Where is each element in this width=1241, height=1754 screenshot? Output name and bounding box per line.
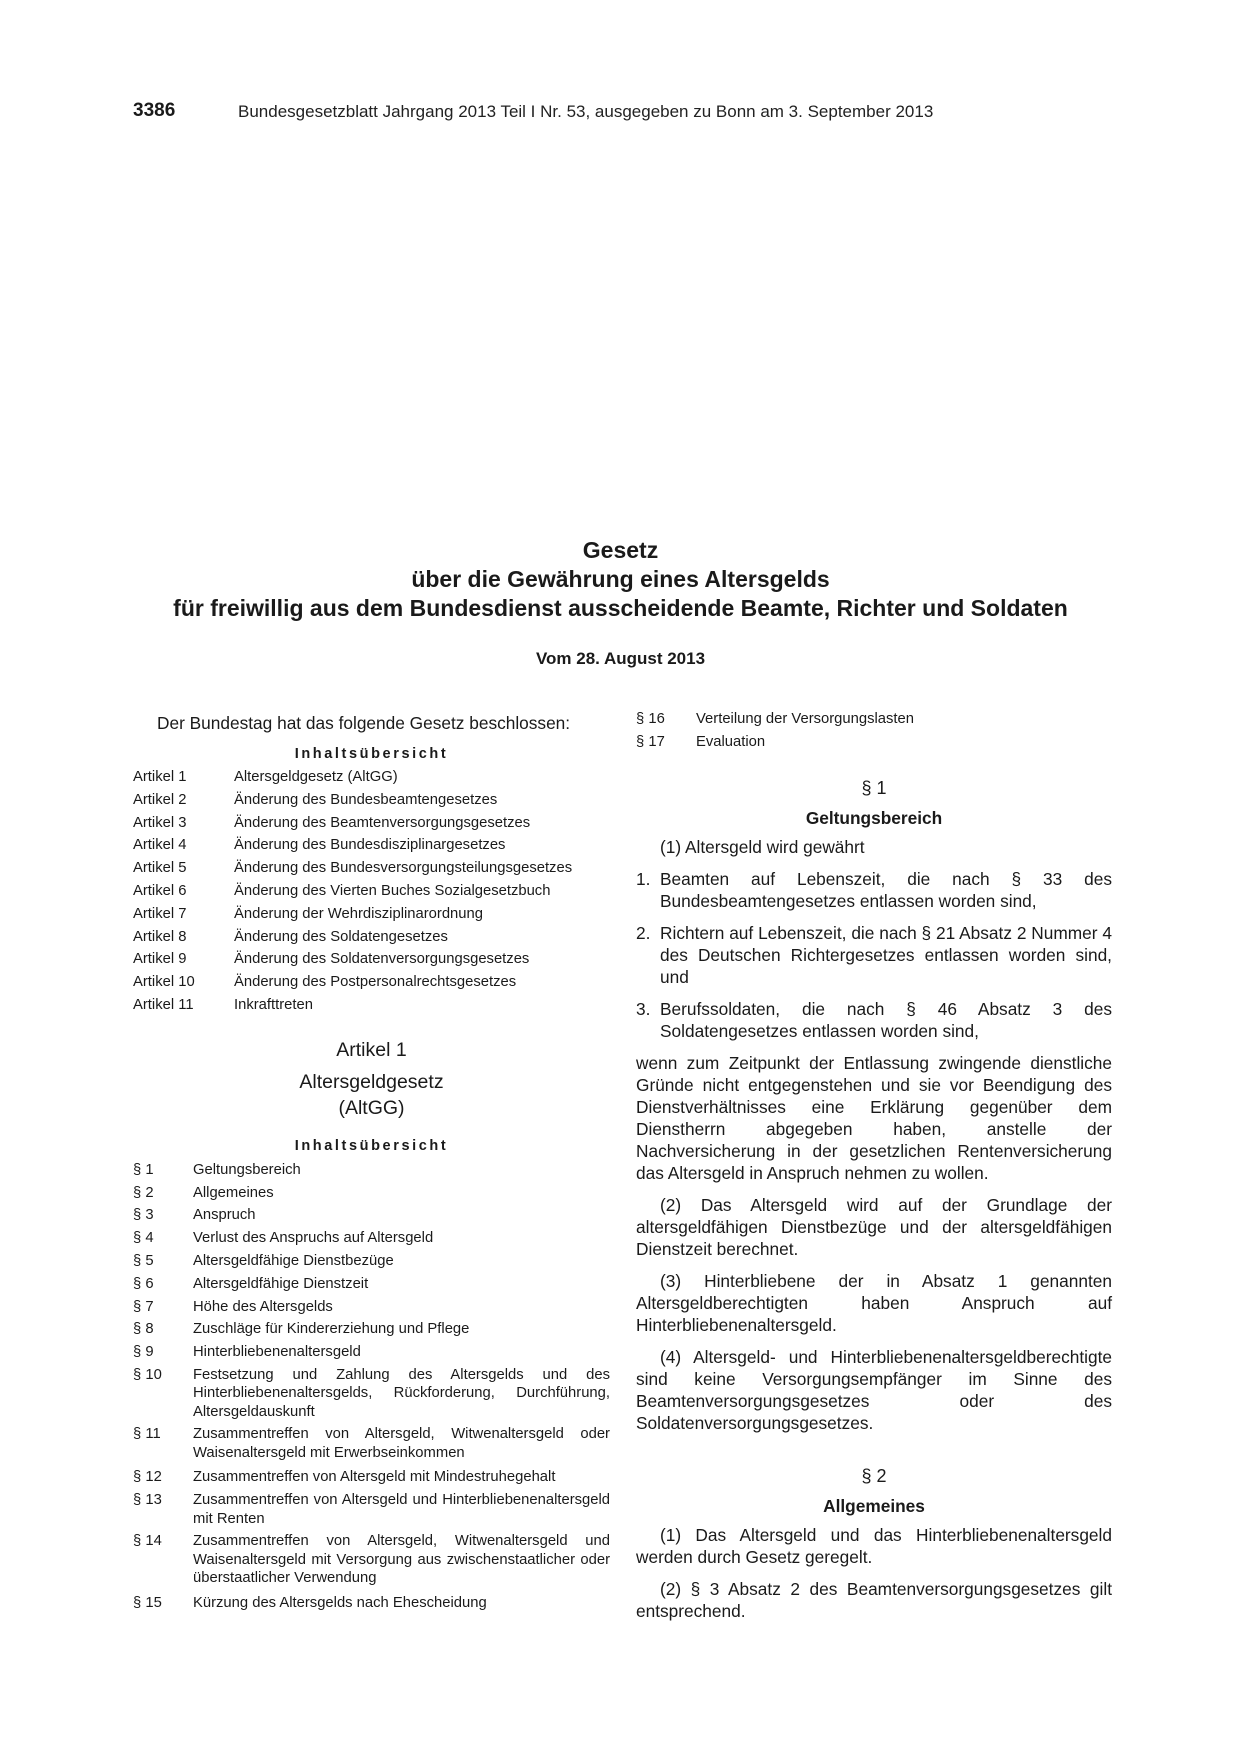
title-line-2: über die Gewährung eines Altersgelds bbox=[411, 566, 830, 592]
toc-num: § 16 bbox=[636, 711, 665, 727]
section-1 bbox=[636, 776, 1112, 1434]
paragraph: (3) Hinterbliebene der in Absatz 1 genannten Altersgeldberechtigten haben Anspruch auf Hinterbliebenenaltersgeld. bbox=[636, 1270, 1112, 1335]
toc-item bbox=[133, 1250, 610, 1273]
section-2 bbox=[636, 1464, 1112, 1622]
toc-item bbox=[133, 971, 610, 994]
toc-item bbox=[133, 1227, 610, 1250]
toc-text: Festsetzung und Zahlung des Altersgelds und des Hinterbliebenenaltersgelds, Rückforderung, Durchführung, Altersgeldauskunft bbox=[193, 1366, 610, 1420]
list-item bbox=[636, 922, 1112, 988]
toc-item bbox=[133, 994, 610, 1017]
toc-num: § 5 bbox=[133, 1252, 154, 1269]
left-column bbox=[133, 712, 610, 1615]
toc-text: Zuschläge für Kindererziehung und Pflege bbox=[193, 1321, 470, 1338]
toc-text: Altersgeldgesetz (AltGG) bbox=[234, 769, 398, 785]
toc-item bbox=[133, 857, 610, 880]
toc-num: § 11 bbox=[133, 1426, 161, 1443]
toc-text: Evaluation bbox=[696, 733, 766, 750]
paragraph: (1) Altersgeld wird gewährt bbox=[660, 836, 865, 857]
toc-num: § 3 bbox=[133, 1207, 154, 1224]
toc-num: Artikel 10 bbox=[133, 974, 195, 991]
law-title bbox=[0, 536, 1241, 669]
toc-num: Artikel 8 bbox=[133, 928, 187, 945]
toc-item bbox=[133, 1366, 610, 1422]
toc-num: Artikel 1 bbox=[133, 769, 187, 785]
toc-num: Artikel 9 bbox=[133, 951, 187, 968]
toc-text: Allgemeines bbox=[193, 1184, 274, 1201]
toc-item bbox=[133, 1318, 610, 1341]
toc-item bbox=[133, 789, 610, 812]
article-abbr: (AltGG) bbox=[338, 1096, 405, 1119]
title-line-3: für freiwillig aus dem Bundesdienst ausscheidende Beamte, Richter und Soldaten bbox=[173, 595, 1068, 621]
article-label: Artikel 1 bbox=[336, 1038, 407, 1061]
toc-heading: Inhaltsübersicht bbox=[294, 1137, 449, 1154]
toc-num: Artikel 11 bbox=[133, 996, 194, 1013]
title-line-1: Gesetz bbox=[582, 537, 659, 563]
toc-text: Zusammentreffen von Altersgeld, Witwenaltersgeld oder Waisenaltersgeld mit Erwerbseinkommen bbox=[193, 1426, 610, 1461]
toc-item bbox=[133, 1296, 610, 1319]
paragraph: (2) § 3 Absatz 2 des Beamtenversorgungsgesetzes gilt entsprechend. bbox=[636, 1578, 1112, 1621]
toc-item bbox=[133, 1204, 610, 1227]
toc-num: § 7 bbox=[133, 1298, 154, 1315]
toc-num: § 15 bbox=[133, 1594, 162, 1611]
section-toc-continued bbox=[636, 708, 1112, 754]
toc-num: § 6 bbox=[133, 1275, 154, 1292]
toc-text: Kürzung des Altersgelds nach Ehescheidung bbox=[193, 1594, 487, 1611]
list-num: 2. bbox=[636, 922, 651, 943]
toc-num: § 1 bbox=[133, 1161, 154, 1178]
toc-text: Änderung der Wehrdisziplinarordnung bbox=[234, 905, 483, 922]
toc-text: Altersgeldfähige Dienstbezüge bbox=[193, 1252, 394, 1269]
paragraph: (1) Das Altersgeld und das Hinterbliebenenaltersgeld werden durch Gesetz geregelt. bbox=[636, 1524, 1112, 1567]
toc-text: Änderung des Bundesversorgungsteilungsgesetzes bbox=[234, 860, 573, 877]
section-number: § 2 bbox=[861, 1465, 887, 1486]
toc-text: Änderung des Bundesbeamtengesetzes bbox=[234, 791, 498, 808]
toc-text: Altersgeldfähige Dienstzeit bbox=[193, 1275, 369, 1292]
page-number: 3386 bbox=[133, 100, 176, 121]
list-text: Berufssoldaten, die nach § 46 Absatz 3 des Soldatengesetzes entlassen worden sind, bbox=[660, 998, 1112, 1041]
toc-num: § 9 bbox=[133, 1344, 154, 1361]
toc-item bbox=[133, 1425, 610, 1462]
toc-item bbox=[133, 1273, 610, 1296]
toc-text: Anspruch bbox=[193, 1207, 256, 1224]
toc-num: Artikel 5 bbox=[133, 860, 187, 877]
toc-text: Änderung des Soldatenversorgungsgesetzes bbox=[234, 951, 530, 968]
toc-num: § 4 bbox=[133, 1230, 154, 1247]
section-title: Allgemeines bbox=[823, 1495, 925, 1516]
article-1-heading bbox=[133, 1037, 610, 1121]
toc-item bbox=[133, 1159, 610, 1182]
toc-num: § 12 bbox=[133, 1469, 162, 1486]
toc-num: Artikel 4 bbox=[133, 837, 187, 854]
paragraph: (4) Altersgeld- und Hinterbliebenenaltersgeldberechtigte sind keine Versorgungsempfänger im Sinne des Beamtenversorgungsgesetzes oder des Soldatenversorgungsgesetzes. bbox=[636, 1346, 1112, 1433]
toc-item bbox=[133, 926, 610, 949]
section-number: § 1 bbox=[861, 777, 887, 798]
toc-item bbox=[636, 731, 1112, 754]
toc-item bbox=[133, 1491, 610, 1528]
toc-heading: Inhaltsübersicht bbox=[294, 746, 449, 762]
toc-item bbox=[133, 948, 610, 971]
article-title: Altersgeldgesetz bbox=[299, 1070, 444, 1093]
toc-item bbox=[133, 1532, 610, 1588]
toc-item bbox=[133, 1341, 610, 1364]
toc-item bbox=[133, 1182, 610, 1205]
list-text: Richtern auf Lebenszeit, die nach § 21 Absatz 2 Nummer 4 des Deutschen Richtergesetzes entlassen worden sind, und bbox=[660, 922, 1112, 987]
toc-item bbox=[133, 903, 610, 926]
toc-num: § 14 bbox=[133, 1533, 162, 1550]
toc-num: § 2 bbox=[133, 1184, 154, 1201]
toc-item bbox=[133, 812, 610, 835]
toc-text: Zusammentreffen von Altersgeld mit Mindestruhegehalt bbox=[193, 1469, 556, 1486]
list-item bbox=[636, 868, 1112, 912]
toc-num: § 10 bbox=[133, 1366, 162, 1383]
toc-text: Änderung des Soldatengesetzes bbox=[234, 928, 448, 945]
toc-text: Änderung des Postpersonalrechtsgesetzes bbox=[234, 974, 517, 991]
toc-text: Zusammentreffen von Altersgeld, Witwenaltersgeld und Waisenaltersgeld mit Versorgung aus zwischenstaatlicher oder überstaatlicher Verwendung bbox=[193, 1533, 610, 1587]
list-num: 3. bbox=[636, 998, 651, 1019]
toc-item bbox=[133, 766, 610, 789]
toc-text: Geltungsbereich bbox=[193, 1161, 301, 1178]
toc-item bbox=[636, 708, 1112, 731]
toc-num: Artikel 7 bbox=[133, 905, 187, 922]
list-text: Beamten auf Lebenszeit, die nach § 33 des Bundesbeamtengesetzes entlassen worden sind, bbox=[660, 868, 1112, 911]
toc-text: Änderung des Vierten Buches Sozialgesetzbuch bbox=[234, 882, 551, 899]
toc-item bbox=[133, 1592, 610, 1615]
toc-num: Artikel 6 bbox=[133, 882, 187, 899]
right-column bbox=[636, 712, 1112, 1622]
toc-text: Änderung des Bundesdisziplinargesetzes bbox=[234, 837, 506, 854]
running-title: Bundesgesetzblatt Jahrgang 2013 Teil I Nr. 53, ausgegeben zu Bonn am 3. September 2013 bbox=[238, 102, 934, 121]
paragraph: wenn zum Zeitpunkt der Entlassung zwingende dienstliche Gründe nicht entgegenstehen und sie vor Beendigung des Dienstverhältnisses eine Erklärung gegenüber dem Dienstherrn abgegeben haben, anstelle der Nachversicherung in der gesetzlichen Rentenversicherung das Altersgeld in Anspruch nehmen zu wollen. bbox=[636, 1052, 1112, 1183]
toc-text: Verlust des Anspruchs auf Altersgeld bbox=[193, 1230, 434, 1247]
toc-item bbox=[133, 880, 610, 903]
paragraph: (2) Das Altersgeld wird auf der Grundlage der altersgeldfähigen Dienstbezüge und der altersgeldfähigen Dienstzeit berechnet. bbox=[636, 1194, 1112, 1259]
list-num: 1. bbox=[636, 868, 651, 889]
section-title: Geltungsbereich bbox=[805, 807, 943, 828]
law-date: Vom 28. August 2013 bbox=[535, 649, 706, 668]
toc-text: Höhe des Altersgelds bbox=[193, 1298, 333, 1315]
toc-num: § 13 bbox=[133, 1492, 162, 1509]
toc-num: Artikel 3 bbox=[133, 814, 187, 831]
toc-item bbox=[133, 834, 610, 857]
preamble: Der Bundestag hat das folgende Gesetz beschlossen: bbox=[157, 713, 571, 733]
article-toc bbox=[133, 766, 610, 1017]
toc-text: Inkrafttreten bbox=[234, 996, 313, 1013]
toc-num: § 17 bbox=[636, 733, 665, 750]
toc-item bbox=[133, 1466, 610, 1489]
toc-text: Hinterbliebenenaltersgeld bbox=[193, 1344, 361, 1361]
toc-text: Zusammentreffen von Altersgeld und Hinterbliebenenaltersgeld mit Renten bbox=[193, 1492, 610, 1527]
list-item bbox=[636, 998, 1112, 1042]
toc-text: Änderung des Beamtenversorgungsgesetzes bbox=[234, 814, 531, 831]
section-toc bbox=[133, 1159, 610, 1615]
toc-num: Artikel 2 bbox=[133, 791, 187, 808]
toc-text: Verteilung der Versorgungslasten bbox=[696, 711, 914, 727]
toc-num: § 8 bbox=[133, 1321, 154, 1338]
